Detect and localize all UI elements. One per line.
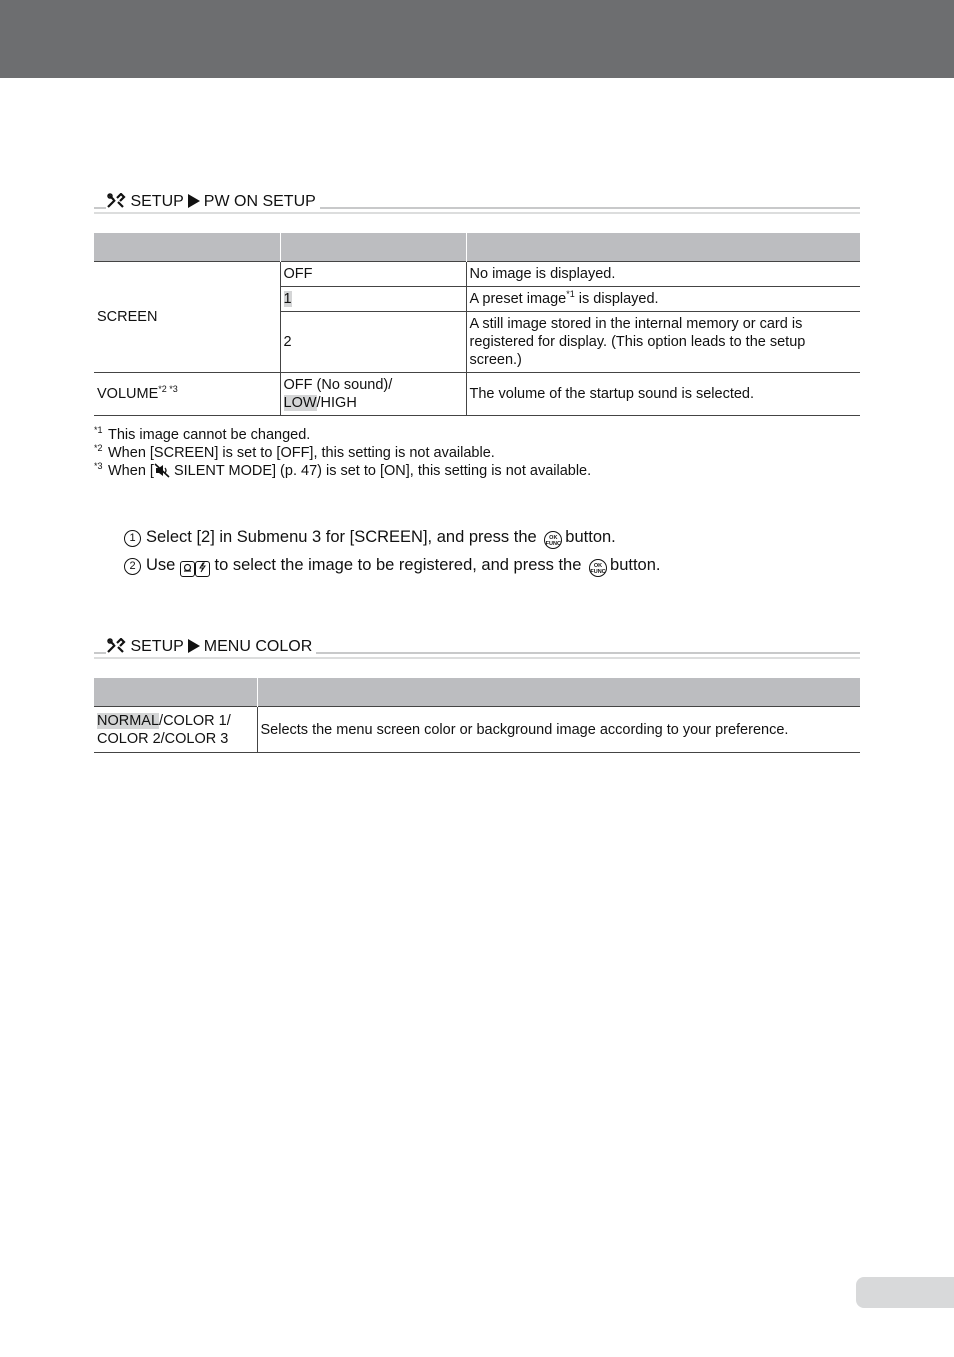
description-cell: Selects the menu screen color or background image according to your preference. xyxy=(257,707,860,753)
option-text: COLOR 2/COLOR 3 xyxy=(97,730,229,747)
page-number-tab xyxy=(856,1277,954,1308)
option-text: OFF (No sound)/ xyxy=(283,377,393,393)
step-text: Select [2] in Submenu 3 for [SCREEN], and press the xyxy=(146,528,537,546)
section-heading-pw-on-setup xyxy=(94,193,860,215)
breadcrumb xyxy=(106,638,316,656)
breadcrumb-item: PW ON SETUP xyxy=(203,193,316,210)
description-text: is displayed. xyxy=(574,291,659,307)
table-row xyxy=(94,707,860,753)
breadcrumb-arrow-icon xyxy=(188,639,200,653)
footnote-ref: *2 *3 xyxy=(158,384,178,395)
footnote-text: When [ xyxy=(108,463,154,479)
volume-label-text: VOLUME xyxy=(97,386,159,402)
footnote-text: When [SCREEN] is set to [OFF], this setting is not available. xyxy=(108,445,495,461)
top-bar xyxy=(0,0,954,78)
step-text: Use xyxy=(146,556,176,574)
option-cell: OFF xyxy=(280,262,466,287)
footnote-text: SILENT MODE] (p. 47) is set to [ON], this setting is not available. xyxy=(169,463,592,479)
footnote-text: This image cannot be changed. xyxy=(108,427,311,443)
option-cell: 2 xyxy=(280,312,466,373)
footnote: $^{*3}$ When [ SILENT MODE] (p. 47) is set to [ON], this setting is not available. xyxy=(94,461,592,479)
screen-label: SCREEN xyxy=(94,262,280,373)
table-header-row xyxy=(94,678,860,707)
table-row xyxy=(94,262,860,287)
description-cell: No image is displayed. xyxy=(466,262,860,287)
step-text: to select the image to be registered, and press the xyxy=(214,556,582,574)
silent-mode-icon xyxy=(154,463,170,478)
option-cell xyxy=(280,373,466,416)
pw-on-setup-table xyxy=(94,233,860,416)
table-header-cell xyxy=(94,678,257,707)
breadcrumb-root: SETUP xyxy=(130,193,184,210)
footnote: $^{*1}$ This image cannot be changed. xyxy=(94,425,311,443)
right-arrow-key-icon xyxy=(195,561,210,577)
ok-func-button-icon xyxy=(589,559,607,577)
ok-func-button-icon xyxy=(544,531,562,549)
table-header-cell xyxy=(94,233,280,262)
step-number: 1 xyxy=(124,530,141,547)
heading-rule xyxy=(94,212,860,214)
step-2 xyxy=(124,555,660,577)
default-option-highlight: NORMAL xyxy=(97,712,160,729)
description-text: A preset image xyxy=(469,291,567,307)
volume-label xyxy=(94,373,280,416)
default-option-highlight: LOW xyxy=(283,395,317,411)
default-option-highlight: 1 xyxy=(283,291,292,307)
breadcrumb-arrow-icon xyxy=(188,194,200,208)
option-cell xyxy=(94,707,257,753)
menu-color-table xyxy=(94,678,860,753)
func-label: FUNC xyxy=(545,541,561,547)
footnote-ref: *1 xyxy=(566,289,575,300)
option-text: /COLOR 1/ xyxy=(159,712,231,729)
func-label: FUNC xyxy=(590,569,606,575)
step-text: button. xyxy=(610,556,661,574)
option-text: /HIGH xyxy=(316,395,357,411)
description-cell xyxy=(466,287,860,312)
step-number: 2 xyxy=(124,558,141,575)
table-row xyxy=(94,373,860,416)
breadcrumb-item: MENU COLOR xyxy=(203,638,313,655)
ok-label: OK xyxy=(549,535,558,541)
option-cell xyxy=(280,287,466,312)
table-header-cell xyxy=(280,233,466,262)
table-header-cell xyxy=(257,678,860,707)
setup-wrench-icon xyxy=(106,638,126,654)
step-text: button. xyxy=(565,528,616,546)
heading-rule xyxy=(94,657,860,659)
setup-wrench-icon xyxy=(106,193,126,209)
left-arrow-key-icon xyxy=(180,561,195,577)
ok-label: OK xyxy=(593,563,603,569)
description-cell: A still image stored in the internal memory or card is registered for display. (This option leads to the setup screen.) xyxy=(466,312,860,373)
table-header-row xyxy=(94,233,860,262)
step-1 xyxy=(124,527,616,549)
footnote: $^{*2}$ When [SCREEN] is set to [OFF], this setting is not available. xyxy=(94,443,495,461)
breadcrumb-root: SETUP xyxy=(130,638,184,655)
section-heading-menu-color xyxy=(94,638,860,660)
footnotes xyxy=(94,426,591,480)
description-cell: The volume of the startup sound is selected. xyxy=(466,373,860,416)
breadcrumb xyxy=(106,193,320,211)
table-header-cell xyxy=(466,233,860,262)
